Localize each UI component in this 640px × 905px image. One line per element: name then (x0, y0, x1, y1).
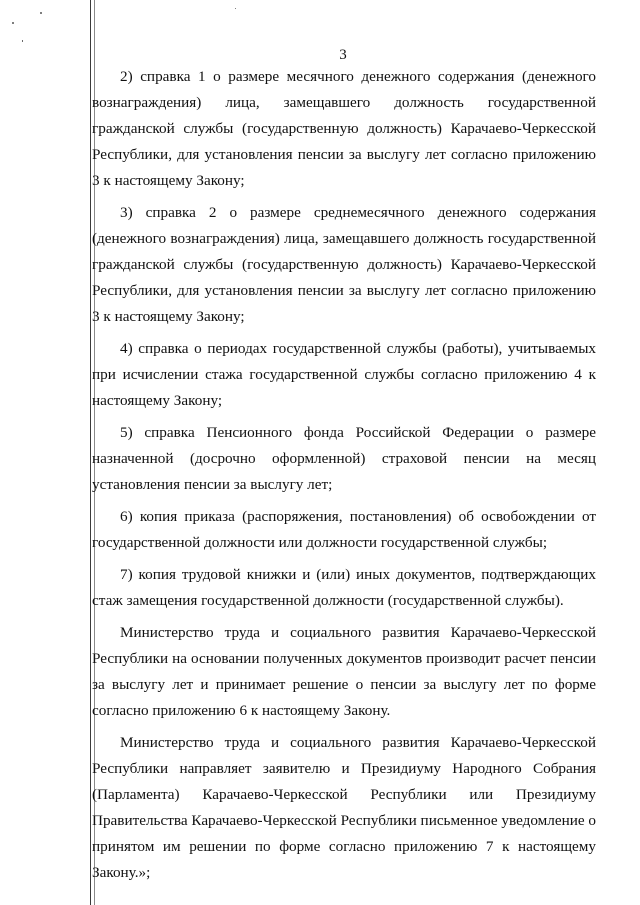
scan-speck (40, 12, 42, 14)
paragraph-item-6: 6) копия приказа (распоряжения, постановления) об освобождении от государственной должности или должности государственной службы; (92, 508, 596, 551)
scan-speck (235, 8, 236, 9)
paragraph-item-3: 3) справка 2 о размере среднемесячного денежного содержания (денежного вознаграждения) лица, замещавшего должность государственной гражданской службы (государственную должность) Карачаево-Черкесской Республики, для установления пенсии за выслугу лет согласно приложению 3 к настоящему Закону; (92, 204, 596, 325)
page-number: 3 (339, 47, 347, 63)
paragraph-item-4: 4) справка о периодах государственной службы (работы), учитываемых при исчислении стажа государственной службы согласно приложению 4 к настоящему Закону; (92, 340, 596, 409)
paragraph-calculation: Министерство труда и социального развития Карачаево-Черкесской Республики на основании полученных документов производит расчет пенсии за выслугу лет и принимает решение о пенсии за выслугу лет по форме согласно приложению 6 к настоящему Закону. (92, 624, 596, 719)
document-body (92, 64, 596, 892)
scan-speck (22, 40, 23, 42)
paragraph-item-5: 5) справка Пенсионного фонда Российской Федерации о размере назначенной (досрочно оформленной) страховой пенсии на месяц установления пенсии за выслугу лет; (92, 424, 596, 493)
paragraph-notification: Министерство труда и социального развития Карачаево-Черкесской Республики направляет заявителю и Президиуму Народного Собрания (Парламента) Карачаево-Черкесской Республики или Президиуму Правительства Карачаево-Черкесской Республики письменное уведомление о принятом им решении по форме согласно приложению 7 к настоящему Закону.»; (92, 734, 596, 881)
scan-speck (12, 22, 14, 24)
paragraph-item-7: 7) копия трудовой книжки и (или) иных документов, подтверждающих стаж замещения государственной должности (государственной службы). (92, 566, 596, 609)
scan-margin-line (90, 0, 91, 905)
paragraph-item-2: 2) справка 1 о размере месячного денежного содержания (денежного вознаграждения) лица, замещавшего должность государственной гражданской службы (государственную должность) Карачаево-Черкесской Республики, для установления пенсии за выслугу лет согласно приложению 3 к настоящему Закону; (92, 68, 596, 189)
